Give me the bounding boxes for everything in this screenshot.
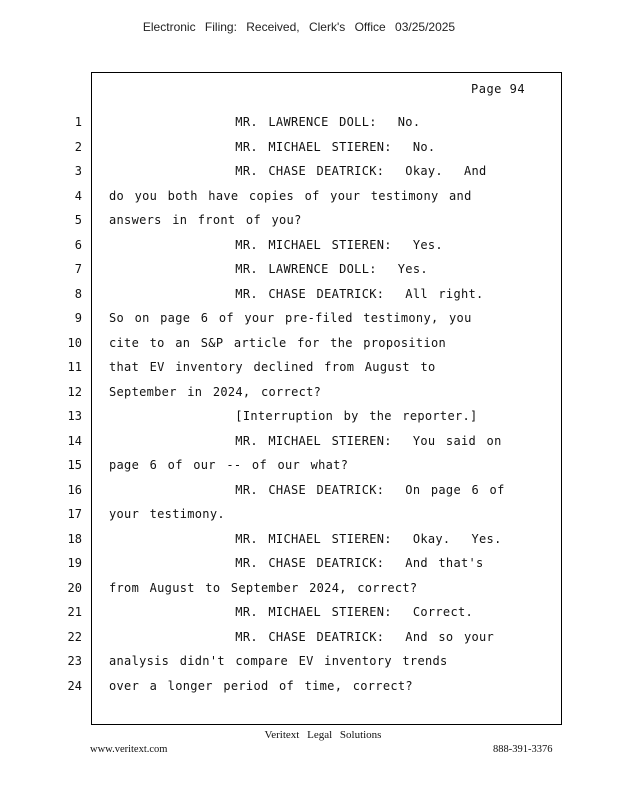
transcript-line	[0, 600, 618, 625]
transcript-line	[0, 380, 618, 405]
line-number: 15	[67, 458, 82, 472]
line-text: So on page 6 of your pre-filed testimony, you	[109, 311, 472, 325]
transcript-line	[0, 404, 618, 429]
transcript-line	[0, 649, 618, 674]
line-number: 18	[67, 531, 82, 546]
transcript-line	[0, 184, 618, 209]
line-text: September in 2024, correct?	[109, 384, 322, 399]
transcript-line	[0, 331, 618, 356]
line-number: 8	[74, 286, 82, 301]
line-number: 16	[67, 482, 82, 497]
transcript-line	[0, 159, 618, 184]
line-text: cite to an S&P article for the proposition	[109, 335, 447, 350]
line-text: MR. MICHAEL STIEREN: Yes.	[109, 237, 443, 252]
line-number: 23	[67, 654, 82, 668]
transcript-line	[0, 674, 618, 699]
line-text: analysis didn't compare EV inventory trends	[109, 654, 448, 668]
footer-company: Veritext Legal Solutions	[264, 729, 382, 741]
line-text: MR. MICHAEL STIEREN: You said on	[109, 433, 502, 448]
line-text: answers in front of you?	[109, 213, 302, 227]
line-text: MR. CHASE DEATRICK: And so your	[109, 629, 495, 644]
footer-phone: 888-391-3376	[493, 744, 553, 755]
transcript-line	[0, 551, 618, 576]
line-number: 14	[67, 433, 82, 448]
transcript-line	[0, 502, 618, 527]
line-text: MR. LAWRENCE DOLL: Yes.	[109, 262, 428, 276]
filing-header: Electronic Filing: Received, Clerk's Office 03/25/2025	[142, 20, 456, 34]
line-text: [Interruption by the reporter.]	[109, 409, 478, 423]
transcript-line	[0, 453, 618, 478]
transcript-line	[0, 257, 618, 282]
page-number: Page 94	[471, 82, 526, 96]
line-number: 5	[74, 213, 82, 227]
line-number: 3	[74, 164, 82, 178]
line-text: from August to September 2024, correct?	[109, 580, 418, 595]
transcript-line	[0, 110, 618, 135]
line-number: 12	[67, 384, 82, 399]
transcript-line	[0, 135, 618, 160]
line-text: MR. CHASE DEATRICK: And that's	[109, 556, 484, 570]
transcript-line	[0, 478, 618, 503]
transcript-line	[0, 625, 618, 650]
line-number: 9	[74, 311, 82, 325]
line-text: MR. MICHAEL STIEREN: Correct.	[109, 605, 474, 619]
transcript-line	[0, 576, 618, 601]
line-text: MR. LAWRENCE DOLL: No.	[109, 115, 421, 129]
line-text: your testimony.	[109, 507, 225, 521]
line-number: 19	[67, 556, 82, 570]
line-text: MR. CHASE DEATRICK: On page 6 of	[109, 482, 505, 497]
transcript-line	[0, 355, 618, 380]
transcript-lines	[0, 110, 618, 698]
line-number: 17	[67, 507, 82, 521]
line-number: 21	[67, 605, 82, 619]
line-number: 7	[74, 262, 82, 276]
line-text: over a longer period of time, correct?	[109, 678, 413, 693]
line-number: 22	[67, 629, 82, 644]
transcript-line	[0, 233, 618, 258]
line-text: page 6 of our -- of our what?	[109, 458, 349, 472]
transcript-line	[0, 429, 618, 454]
transcript-line	[0, 208, 618, 233]
transcript-line	[0, 527, 618, 552]
line-number: 13	[67, 409, 82, 423]
line-number: 10	[67, 335, 82, 350]
line-text: MR. CHASE DEATRICK: Okay. And	[109, 164, 487, 178]
line-number: 6	[74, 237, 82, 252]
line-number: 20	[67, 580, 82, 595]
line-number: 24	[67, 678, 82, 693]
line-number: 1	[74, 115, 82, 129]
transcript-line	[0, 282, 618, 307]
line-text: MR. MICHAEL STIEREN: Okay. Yes.	[109, 531, 502, 546]
line-number: 11	[67, 360, 82, 374]
footer-website: www.veritext.com	[90, 744, 168, 755]
line-number: 2	[74, 139, 82, 154]
line-text: that EV inventory declined from August to	[109, 360, 436, 374]
line-text: do you both have copies of your testimony and	[109, 188, 472, 203]
transcript-line	[0, 306, 618, 331]
line-text: MR. CHASE DEATRICK: All right.	[109, 286, 484, 301]
line-text: MR. MICHAEL STIEREN: No.	[109, 139, 436, 154]
line-number: 4	[74, 188, 82, 203]
